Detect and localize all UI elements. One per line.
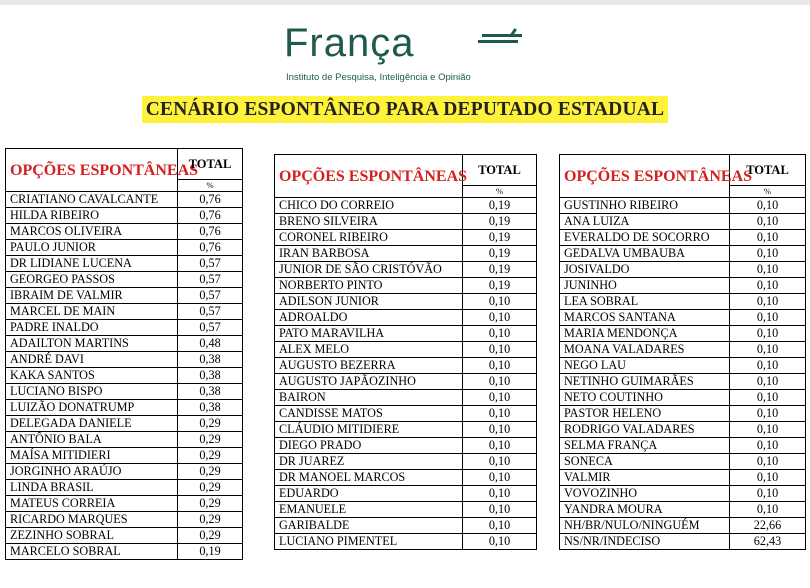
- candidates-table-1: [5, 148, 243, 560]
- candidate-percent: 0,10: [463, 438, 537, 454]
- candidate-percent: 0,10: [730, 198, 806, 214]
- table-row: [560, 294, 806, 310]
- table-row: [6, 384, 243, 400]
- candidate-name: PAULO JUNIOR: [6, 240, 178, 256]
- candidate-percent: 0,10: [730, 422, 806, 438]
- table-row: [560, 454, 806, 470]
- candidate-name: GARIBALDE: [275, 518, 463, 534]
- table-row: [6, 352, 243, 368]
- table-row: [560, 198, 806, 214]
- table-row: [560, 246, 806, 262]
- table-row: [6, 544, 243, 560]
- candidate-percent: 0,10: [730, 262, 806, 278]
- table-row: [275, 486, 537, 502]
- candidate-name: ZEZINHO SOBRAL: [6, 528, 178, 544]
- logo-wordmark: França: [284, 21, 415, 65]
- candidate-name: ADILSON JUNIOR: [275, 294, 463, 310]
- candidate-name: ALEX MELO: [275, 342, 463, 358]
- candidate-percent: 0,19: [463, 198, 537, 214]
- logo-subtitle: Instituto de Pesquisa, Inteligência e Opinião: [286, 72, 471, 83]
- candidate-percent: 0,29: [178, 432, 243, 448]
- table-row: [275, 470, 537, 486]
- table-row: [560, 278, 806, 294]
- options-header: OPÇÕES ESPONTÂNEAS: [6, 149, 178, 192]
- table-row: [560, 486, 806, 502]
- candidate-percent: 0,19: [178, 544, 243, 560]
- table-row: [6, 512, 243, 528]
- candidate-name: RODRIGO VALADARES: [560, 422, 730, 438]
- candidate-name: MARCEL DE MAIN: [6, 304, 178, 320]
- page-title: CENÁRIO ESPONTÂNEO PARA DEPUTADO ESTADUAL: [142, 96, 669, 123]
- candidate-name: JOSIVALDO: [560, 262, 730, 278]
- candidate-name: VALMIR: [560, 470, 730, 486]
- candidate-name: LUCIANO PIMENTEL: [275, 534, 463, 550]
- table-row: [6, 448, 243, 464]
- candidate-name: MARCOS SANTANA: [560, 310, 730, 326]
- candidate-percent: 0,10: [730, 230, 806, 246]
- percent-header: %: [463, 186, 537, 198]
- candidate-name: RICARDO MARQUES: [6, 512, 178, 528]
- candidate-name: PATO MARAVILHA: [275, 326, 463, 342]
- table-row: [560, 342, 806, 358]
- percent-header: %: [178, 180, 243, 192]
- table-row: [275, 262, 537, 278]
- table-row: [6, 480, 243, 496]
- candidate-percent: 0,10: [730, 438, 806, 454]
- table-row: [275, 374, 537, 390]
- candidate-percent: 0,38: [178, 384, 243, 400]
- candidate-percent: 0,10: [730, 390, 806, 406]
- candidate-percent: 0,10: [463, 486, 537, 502]
- candidate-percent: 0,57: [178, 320, 243, 336]
- candidate-percent: 0,57: [178, 304, 243, 320]
- candidate-name: EVERALDO DE SOCORRO: [560, 230, 730, 246]
- candidate-percent: 0,76: [178, 208, 243, 224]
- candidate-name: CRIATIANO CAVALCANTE: [6, 192, 178, 208]
- candidate-percent: 0,10: [463, 310, 537, 326]
- candidate-name: ADAILTON MARTINS: [6, 336, 178, 352]
- table-row: [6, 192, 243, 208]
- table-row: [6, 224, 243, 240]
- candidate-name: SELMA FRANÇA: [560, 438, 730, 454]
- table-row: [560, 262, 806, 278]
- table-row: [275, 246, 537, 262]
- table-row: [275, 278, 537, 294]
- candidate-percent: 0,29: [178, 480, 243, 496]
- candidate-name: NH/BR/NULO/NINGUÉM: [560, 518, 730, 534]
- candidate-name: PADRE INALDO: [6, 320, 178, 336]
- table-row: [275, 230, 537, 246]
- candidate-percent: 0,29: [178, 528, 243, 544]
- candidate-percent: 0,10: [730, 486, 806, 502]
- candidate-name: VOVOZINHO: [560, 486, 730, 502]
- table-row: [275, 214, 537, 230]
- logo-equals-mark-icon: [476, 26, 526, 52]
- table-row: [560, 406, 806, 422]
- table-row: [275, 406, 537, 422]
- table-row: [6, 288, 243, 304]
- candidate-percent: 0,10: [730, 294, 806, 310]
- top-strip: [0, 0, 810, 5]
- table-row: [6, 272, 243, 288]
- table-row: [275, 534, 537, 550]
- table-row: [560, 214, 806, 230]
- candidate-percent: 0,10: [730, 214, 806, 230]
- table-row: [6, 464, 243, 480]
- table-row: [275, 502, 537, 518]
- candidate-percent: 0,38: [178, 368, 243, 384]
- candidate-percent: 62,43: [730, 534, 806, 550]
- table-row: [275, 438, 537, 454]
- candidates-table-2: [274, 154, 537, 550]
- candidate-percent: 0,10: [463, 454, 537, 470]
- table-row: [560, 470, 806, 486]
- candidates-table-3: [559, 154, 806, 550]
- table-row: [275, 342, 537, 358]
- table-row: [560, 502, 806, 518]
- candidate-percent: 0,29: [178, 512, 243, 528]
- candidate-percent: 0,10: [463, 326, 537, 342]
- candidate-name: MAÍSA MITIDIERI: [6, 448, 178, 464]
- candidate-name: LUIZÃO DONATRUMP: [6, 400, 178, 416]
- candidate-name: SONECA: [560, 454, 730, 470]
- candidate-percent: 0,48: [178, 336, 243, 352]
- candidate-name: GEDALVA UMBAUBA: [560, 246, 730, 262]
- candidate-name: MOANA VALADARES: [560, 342, 730, 358]
- candidate-percent: 22,66: [730, 518, 806, 534]
- candidate-percent: 0,10: [463, 518, 537, 534]
- candidate-percent: 0,19: [463, 214, 537, 230]
- candidate-percent: 0,10: [463, 390, 537, 406]
- candidate-name: HILDA RIBEIRO: [6, 208, 178, 224]
- table-row: [560, 390, 806, 406]
- candidate-percent: 0,76: [178, 224, 243, 240]
- candidate-name: NS/NR/INDECISO: [560, 534, 730, 550]
- candidate-name: DR MANOEL MARCOS: [275, 470, 463, 486]
- candidate-percent: 0,38: [178, 352, 243, 368]
- table-row: [6, 240, 243, 256]
- candidate-percent: 0,57: [178, 256, 243, 272]
- candidate-name: MARIA MENDONÇA: [560, 326, 730, 342]
- candidate-name: GUSTINHO RIBEIRO: [560, 198, 730, 214]
- candidate-percent: 0,29: [178, 416, 243, 432]
- candidate-name: NORBERTO PINTO: [275, 278, 463, 294]
- candidate-name: LUCIANO BISPO: [6, 384, 178, 400]
- candidate-name: JUNINHO: [560, 278, 730, 294]
- candidate-name: MARCELO SOBRAL: [6, 544, 178, 560]
- table-row: [275, 358, 537, 374]
- candidate-name: NETINHO GUIMARÃES: [560, 374, 730, 390]
- candidate-percent: 0,29: [178, 464, 243, 480]
- candidate-percent: 0,10: [730, 278, 806, 294]
- table-row: [560, 422, 806, 438]
- candidate-percent: 0,57: [178, 288, 243, 304]
- candidate-name: LEA SOBRAL: [560, 294, 730, 310]
- candidate-percent: 0,10: [730, 374, 806, 390]
- candidate-name: PASTOR HELENO: [560, 406, 730, 422]
- candidate-percent: 0,10: [730, 358, 806, 374]
- table-row: [275, 390, 537, 406]
- table-row: [275, 518, 537, 534]
- candidate-name: YANDRA MOURA: [560, 502, 730, 518]
- candidate-percent: 0,10: [463, 406, 537, 422]
- table-body: [6, 192, 243, 560]
- table-row: [560, 230, 806, 246]
- candidate-name: DR JUAREZ: [275, 454, 463, 470]
- table-row: [275, 454, 537, 470]
- table-row: [275, 422, 537, 438]
- table-row: [6, 528, 243, 544]
- table-row: [6, 368, 243, 384]
- candidate-name: CLÁUDIO MITIDIERE: [275, 422, 463, 438]
- candidate-percent: 0,10: [463, 294, 537, 310]
- table-row: [6, 320, 243, 336]
- percent-header: %: [730, 186, 806, 198]
- table-row: [560, 374, 806, 390]
- candidate-name: KAKA SANTOS: [6, 368, 178, 384]
- candidate-percent: 0,19: [463, 262, 537, 278]
- table-row: [6, 208, 243, 224]
- table-row: [6, 256, 243, 272]
- candidate-percent: 0,10: [730, 470, 806, 486]
- title-wrap: [0, 96, 810, 123]
- table-body: [560, 198, 806, 550]
- options-header: OPÇÕES ESPONTÂNEAS: [560, 155, 730, 198]
- candidate-name: IRAN BARBOSA: [275, 246, 463, 262]
- options-header: OPÇÕES ESPONTÂNEAS: [275, 155, 463, 198]
- table-row: [275, 198, 537, 214]
- candidate-name: NETO COUTINHO: [560, 390, 730, 406]
- total-header: TOTAL: [730, 155, 806, 186]
- candidate-percent: 0,10: [463, 470, 537, 486]
- candidate-name: MATEUS CORREIA: [6, 496, 178, 512]
- institute-logo: [280, 18, 540, 88]
- candidate-percent: 0,10: [463, 358, 537, 374]
- table-row: [275, 326, 537, 342]
- candidate-percent: 0,10: [463, 422, 537, 438]
- table-body: [275, 198, 537, 550]
- candidate-percent: 0,10: [730, 310, 806, 326]
- candidate-name: CHICO DO CORREIO: [275, 198, 463, 214]
- table-row: [560, 358, 806, 374]
- table-row: [6, 416, 243, 432]
- candidate-name: ANDRÉ DAVI: [6, 352, 178, 368]
- candidate-percent: 0,10: [463, 342, 537, 358]
- candidate-name: DIEGO PRADO: [275, 438, 463, 454]
- total-header: TOTAL: [178, 149, 243, 180]
- table-row: [560, 326, 806, 342]
- table-row: [6, 336, 243, 352]
- candidate-percent: 0,10: [730, 246, 806, 262]
- candidate-name: JORGINHO ARAÚJO: [6, 464, 178, 480]
- table-row: [6, 304, 243, 320]
- table-row: [6, 432, 243, 448]
- candidate-name: IBRAIM DE VALMIR: [6, 288, 178, 304]
- candidate-percent: 0,10: [730, 454, 806, 470]
- candidate-name: DR LIDIANE LUCENA: [6, 256, 178, 272]
- candidate-percent: 0,10: [730, 342, 806, 358]
- candidate-name: EDUARDO: [275, 486, 463, 502]
- table-row: [6, 496, 243, 512]
- candidate-name: MARCOS OLIVEIRA: [6, 224, 178, 240]
- candidate-name: LINDA BRASIL: [6, 480, 178, 496]
- candidate-name: GEORGEO PASSOS: [6, 272, 178, 288]
- table-row: [560, 310, 806, 326]
- candidate-percent: 0,19: [463, 278, 537, 294]
- candidate-percent: 0,10: [463, 502, 537, 518]
- candidate-name: AUGUSTO JAPÃOZINHO: [275, 374, 463, 390]
- candidate-percent: 0,76: [178, 192, 243, 208]
- candidate-percent: 0,38: [178, 400, 243, 416]
- candidate-name: JUNIOR DE SÃO CRISTÓVÃO: [275, 262, 463, 278]
- candidate-percent: 0,19: [463, 230, 537, 246]
- candidate-name: BAIRON: [275, 390, 463, 406]
- candidate-percent: 0,10: [463, 374, 537, 390]
- candidate-percent: 0,10: [730, 406, 806, 422]
- candidate-name: AUGUSTO BEZERRA: [275, 358, 463, 374]
- candidate-name: ADROALDO: [275, 310, 463, 326]
- candidate-percent: 0,10: [730, 326, 806, 342]
- candidate-name: ANA LUIZA: [560, 214, 730, 230]
- table-row: [275, 294, 537, 310]
- candidate-name: CANDISSE MATOS: [275, 406, 463, 422]
- total-header: TOTAL: [463, 155, 537, 186]
- candidate-percent: 0,19: [463, 246, 537, 262]
- candidate-name: NEGO LAU: [560, 358, 730, 374]
- candidate-percent: 0,29: [178, 448, 243, 464]
- table-row: [560, 438, 806, 454]
- table-row: [560, 518, 806, 534]
- candidate-percent: 0,29: [178, 496, 243, 512]
- table-row: [560, 534, 806, 550]
- candidate-percent: 0,57: [178, 272, 243, 288]
- candidate-name: ANTÔNIO BALA: [6, 432, 178, 448]
- candidate-name: EMANUELE: [275, 502, 463, 518]
- candidate-name: BRENO SILVEIRA: [275, 214, 463, 230]
- candidate-percent: 0,76: [178, 240, 243, 256]
- table-row: [275, 310, 537, 326]
- candidate-percent: 0,10: [730, 502, 806, 518]
- candidate-name: DELEGADA DANIELE: [6, 416, 178, 432]
- candidate-name: CORONEL RIBEIRO: [275, 230, 463, 246]
- table-row: [6, 400, 243, 416]
- candidate-percent: 0,10: [463, 534, 537, 550]
